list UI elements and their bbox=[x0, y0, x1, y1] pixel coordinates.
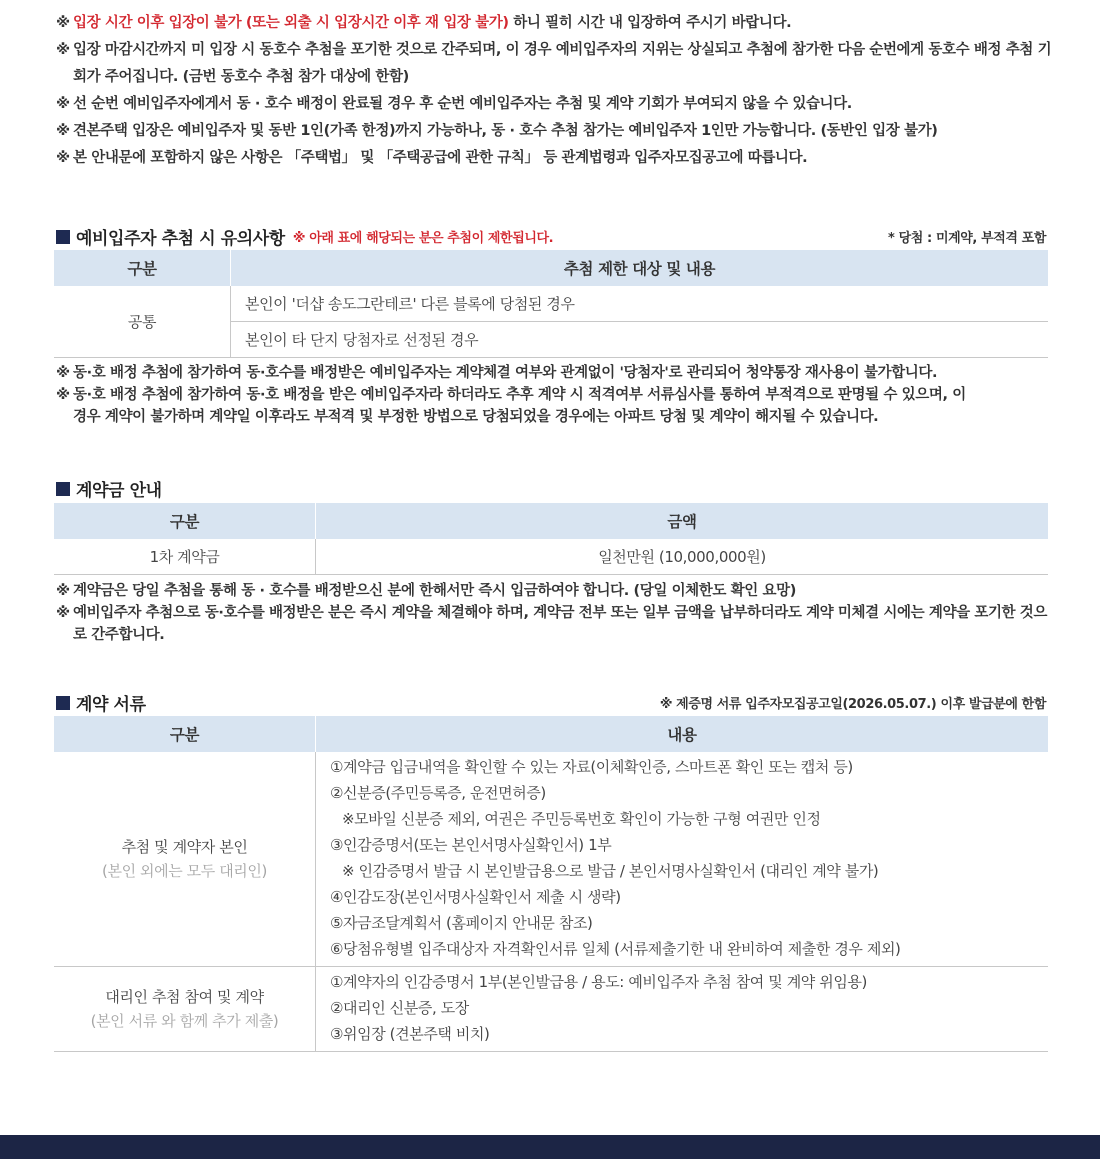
group-sublabel: (본인 서류 와 함께 추가 제출) bbox=[90, 1012, 279, 1030]
intro-note bbox=[56, 145, 1056, 172]
section-note-text: 계약금은 당일 추첨을 통해 동 · 호수를 배정받으신 분에 한해서만 즉시 입금하여야 합니다. (당일 이체한도 확인 요망) bbox=[73, 583, 796, 599]
note-mark: ※ bbox=[56, 365, 70, 381]
document-issue-note: ※ 제증명 서류 입주자모집공고일(2026.05.07.) 이후 발급분에 한함 bbox=[659, 697, 1046, 712]
intro-note-text: 선 순번 예비입주자에게서 동 · 호수 배정이 완료될 경우 후 순번 예비입주자는 추첨 및 계약 기회가 부여되지 않을 수 있습니다. bbox=[73, 96, 852, 112]
document-item: ①계약자의 인감증명서 1부(본인발급용 / 용도: 예비입주자 추첨 참여 및 계약 위임용) bbox=[330, 973, 867, 991]
table-header-row bbox=[54, 250, 1048, 286]
intro-note bbox=[56, 10, 1056, 37]
table-row bbox=[54, 286, 1048, 322]
section-title-text: 계약 서류 bbox=[76, 695, 146, 715]
section-note-text: 예비입주자 추첨으로 동·호수를 배정받은 분은 즉시 계약을 체결해야 하며, 계약금 전부 또는 일부 금액을 납부하더라도 계약 미체결 시에는 계약을 포기한 것으로 간주합니다. bbox=[73, 605, 1048, 643]
document-subnote: ※ 인감증명서 발급 시 본인발급용으로 발급 / 본인서명사실확인서 (대리인 계약 불가) bbox=[342, 862, 879, 880]
section-subtitle: ※ 아래 표에 해당되는 분은 추첨이 제한됩니다. bbox=[292, 231, 554, 246]
table-header-row bbox=[54, 503, 1048, 539]
section1-notes bbox=[56, 362, 1056, 428]
square-bullet-icon bbox=[56, 230, 70, 244]
section-title-lottery-notice bbox=[56, 224, 553, 249]
section-note bbox=[56, 384, 973, 428]
section-note bbox=[56, 602, 1056, 646]
section-title-text: 계약금 안내 bbox=[76, 481, 162, 501]
section-note-text: 동·호 배정 추첨에 참가하여 동·호수를 배정받은 예비입주자는 계약체결 여부와 관계없이 '당첨자'로 관리되어 청약통장 재사용이 불가합니다. bbox=[73, 365, 938, 381]
section-note-text: 동·호 배정 추첨에 참가하여 동·호 배정을 받은 예비입주자라 하더라도 추후 계약 시 적격여부 서류심사를 통하여 부적격으로 판명될 수 있으며, 이 경우 계약이 불가하며 계약일 이후라도 부적격 및 부정한 방법으로 당첨되었을 경우에는 아파트 당첨 및 계약이 해지될 수 있습니다. bbox=[73, 387, 966, 425]
table-cell-category: 1차 계약금 bbox=[54, 539, 316, 575]
intro-notes bbox=[56, 10, 1056, 172]
table-header-content: 추첨 제한 대상 및 내용 bbox=[231, 250, 1049, 286]
intro-note-highlight: 입장 시간 이후 입장이 불가 (또는 외출 시 입장시간 이후 재 입장 불가) bbox=[73, 15, 509, 31]
document-item: ③인감증명서(또는 본인서명사실확인서) 1부 bbox=[330, 836, 612, 854]
table-cell-content: 본인이 타 단지 당첨자로 선정된 경우 bbox=[231, 322, 1049, 358]
square-bullet-icon bbox=[56, 696, 70, 710]
note-mark: ※ bbox=[56, 15, 70, 31]
document-item: ①계약금 입금내역을 확인할 수 있는 자료(이체확인증, 스마트폰 확인 또는 캡처 등) bbox=[330, 758, 853, 776]
square-bullet-icon bbox=[56, 482, 70, 496]
intro-note bbox=[56, 118, 1056, 145]
section-title-text: 예비입주자 추첨 시 유의사항 bbox=[76, 229, 285, 249]
intro-note-text: 입장 마감시간까지 미 입장 시 동호수 추첨을 포기한 것으로 간주되며, 이 경우 예비입주자의 지위는 상실되고 추첨에 참가한 다음 순번에게 동호수 배정 추첨 기회가 주어집니다. (금번 동호수 추첨 참가 대상에 한함) bbox=[73, 42, 1052, 85]
note-mark: ※ bbox=[56, 583, 70, 599]
table-header-row bbox=[54, 716, 1048, 752]
intro-note-text: 하니 필히 시간 내 입장하여 주시기 바랍니다. bbox=[508, 15, 792, 31]
deposit-table bbox=[54, 503, 1048, 575]
document-item: ⑤자금조달계획서 (홈페이지 안내문 참조) bbox=[330, 914, 593, 932]
group-label: 대리인 추첨 참여 및 계약 bbox=[105, 988, 264, 1006]
table-cell-amount: 일천만원 (10,000,000원) bbox=[316, 539, 1049, 575]
note-mark: ※ bbox=[56, 96, 70, 112]
group-sublabel: (본인 외에는 모두 대리인) bbox=[102, 862, 267, 880]
table-cell-content bbox=[316, 752, 1049, 967]
table-cell-category bbox=[54, 967, 316, 1052]
table-cell-category bbox=[54, 752, 316, 967]
note-mark: ※ bbox=[56, 42, 70, 58]
table-row bbox=[54, 539, 1048, 575]
document-item: ②대리인 신분증, 도장 bbox=[330, 999, 469, 1017]
table-cell-content: 본인이 '더샵 송도그란테르' 다른 블록에 당첨된 경우 bbox=[231, 286, 1049, 322]
table-row bbox=[54, 967, 1048, 1052]
note-mark: ※ bbox=[56, 150, 70, 166]
section2-notes bbox=[56, 580, 1056, 646]
win-definition-note: * 당첨 : 미계약, 부적격 포함 bbox=[888, 231, 1046, 246]
group-label: 추첨 및 계약자 본인 bbox=[121, 838, 248, 856]
table-header-category: 구분 bbox=[54, 250, 231, 286]
intro-note-text: 본 안내문에 포함하지 않은 사항은 「주택법」 및 「주택공급에 관한 규칙」 등 관계법령과 입주자모집공고에 따릅니다. bbox=[73, 150, 808, 166]
note-mark: ※ bbox=[56, 123, 70, 139]
intro-note bbox=[56, 37, 1056, 91]
table-header-category: 구분 bbox=[54, 503, 316, 539]
document-item: ③위임장 (견본주택 비치) bbox=[330, 1025, 490, 1043]
table-row bbox=[54, 752, 1048, 967]
lottery-restriction-table bbox=[54, 250, 1048, 358]
contract-documents-table bbox=[54, 716, 1048, 1052]
document-subnote: ※모바일 신분증 제외, 여권은 주민등록번호 확인이 가능한 구형 여권만 인정 bbox=[342, 810, 821, 828]
intro-note bbox=[56, 91, 1056, 118]
document-item: ②신분증(주민등록증, 운전면허증) bbox=[330, 784, 546, 802]
section-title-deposit bbox=[56, 476, 162, 501]
intro-note-text: 견본주택 입장은 예비입주자 및 동반 1인(가족 한정)까지 가능하나, 동 · 호수 추첨 참가는 예비입주자 1인만 가능합니다. (동반인 입장 불가) bbox=[73, 123, 938, 139]
section-title-contract-documents bbox=[56, 690, 146, 715]
section-note bbox=[56, 580, 1056, 602]
note-mark: ※ bbox=[56, 605, 70, 621]
table-header-content: 내용 bbox=[316, 716, 1049, 752]
table-header-amount: 금액 bbox=[316, 503, 1049, 539]
table-cell-category: 공통 bbox=[54, 286, 231, 358]
footer-bar bbox=[0, 1135, 1100, 1159]
note-mark: ※ bbox=[56, 387, 70, 403]
table-cell-content bbox=[316, 967, 1049, 1052]
section-note bbox=[56, 362, 1056, 384]
table-header-category: 구분 bbox=[54, 716, 316, 752]
document-item: ④인감도장(본인서명사실확인서 제출 시 생략) bbox=[330, 888, 621, 906]
document-item: ⑥당첨유형별 입주대상자 자격확인서류 일체 (서류제출기한 내 완비하여 제출한 경우 제외) bbox=[330, 940, 901, 958]
